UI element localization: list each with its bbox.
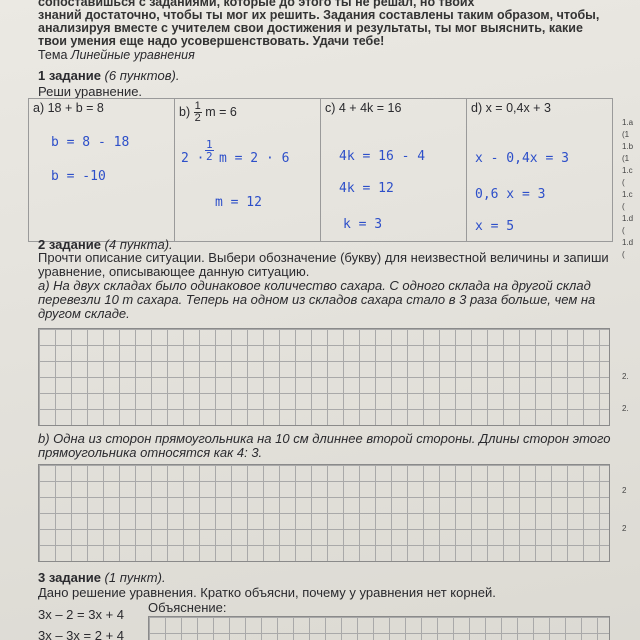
explanation-label: Объяснение: — [148, 600, 227, 615]
topic-label: Тема — [38, 48, 68, 62]
task3-instruction: Дано решение уравнения. Кратко объясни, почему у уравнения нет корней. — [38, 585, 496, 600]
task1-title: 1 задание — [38, 68, 101, 83]
topic-name: Линейные уравнения — [70, 48, 195, 62]
margin-note: 2. — [622, 404, 629, 413]
handwriting: 2 · — [181, 151, 205, 166]
intro-line: твои умения еще надо усовершенствовать. Удачи тебе! — [38, 34, 385, 48]
task1-cell-d[interactable] — [467, 99, 613, 242]
task2-instruction: Прочти описание ситуации. Выбери обозначение (букву) для неизвестной величины и запиши уравнение, описывающее данную ситуацию. — [38, 250, 609, 279]
intro-paragraph — [38, 0, 620, 48]
task3-title: 3 задание — [38, 570, 101, 585]
task1-points: (6 пунктов). — [104, 68, 180, 83]
margin-note: 2. — [622, 372, 629, 381]
margin-note: ( — [622, 178, 625, 187]
intro-line: сопоставишься с заданиями, которые до этого ты не решал, но твоих — [38, 0, 475, 9]
handwriting-fraction — [205, 139, 214, 162]
equation-a: a) 18 + b = 8 — [33, 101, 104, 115]
margin-note: (1 — [622, 154, 630, 163]
handwriting: x - 0,4x = 3 — [475, 151, 569, 166]
handwriting: b = 8 - 18 — [51, 135, 130, 150]
margin-note: 1.a — [622, 118, 634, 127]
task3-equation-line1: 3x – 2 = 3x + 4 — [38, 607, 125, 622]
task3-heading — [38, 570, 166, 585]
margin-note: ( — [622, 226, 625, 235]
topic-heading — [38, 48, 195, 62]
margin-note: 1.d — [622, 238, 634, 247]
task2-a-text: a) На двух складах было одинаковое количество сахара. С одного склада на другой склад перевезли 10 т сахара. Теперь на одном из складов сахара стало в 3 раза больше, чем на другом складе. — [38, 278, 596, 321]
task1-cell-a[interactable] — [29, 99, 175, 242]
equation-b-prefix: b) — [179, 104, 191, 119]
margin-note: 2 — [622, 486, 627, 495]
handwriting: m = 12 — [215, 195, 262, 210]
task2-b-text: b) Одна из сторон прямоугольника на 10 см длиннее второй стороны. Длины сторон этого прямоугольника относятся как 4: 3. — [38, 431, 611, 460]
frac-den: 2 — [194, 112, 201, 124]
task3-equation-line2: 3x – 3x = 2 + 4 — [38, 628, 125, 640]
margin-note: 2 — [622, 524, 627, 533]
frac-den: 2 — [206, 150, 213, 163]
handwriting: 4k = 12 — [339, 181, 394, 196]
equation-b — [179, 100, 237, 124]
equation-c: c) 4 + 4k = 16 — [325, 101, 402, 115]
fraction — [194, 101, 202, 124]
equation-b-suffix: m = 6 — [205, 104, 237, 119]
task1-cell-c[interactable] — [321, 99, 467, 242]
margin-note: 1.b — [622, 142, 634, 151]
answer-grid-3[interactable] — [148, 616, 610, 640]
task1-heading — [38, 68, 179, 83]
task2-points: (4 пункта). — [104, 237, 173, 252]
handwriting: m = 2 · 6 — [219, 151, 290, 166]
margin-note: (1 — [622, 130, 630, 139]
margin-note: 1.d — [622, 214, 634, 223]
answer-grid-2b[interactable] — [38, 464, 610, 562]
task3-points: (1 пункт). — [104, 570, 166, 585]
equation-d: d) x = 0,4x + 3 — [471, 101, 551, 115]
handwriting: 0,6 x = 3 — [475, 187, 546, 202]
task2-title: 2 задание — [38, 237, 101, 252]
margin-note: ( — [622, 250, 625, 259]
task1-cell-b[interactable] — [175, 99, 321, 242]
margin-note: 1.c — [622, 166, 633, 175]
task1-instruction: Реши уравнение. — [38, 84, 143, 99]
margin-note: 1.c — [622, 190, 633, 199]
handwriting: 4k = 16 - 4 — [339, 149, 426, 164]
answer-grid-2a[interactable] — [38, 328, 610, 426]
margin-note: ( — [622, 202, 625, 211]
intro-line: анализируя вместе с учителем свои достижения и результаты, ты мог выяснить, какие — [38, 21, 583, 35]
handwriting: k = 3 — [343, 217, 383, 232]
intro-line: знаний достаточно, чтобы ты мог их решить. Задания составлены таким образом, чтобы, — [38, 8, 600, 22]
frac-num: 1 — [206, 138, 213, 151]
frac-num: 1 — [194, 100, 201, 112]
handwriting: x = 5 — [475, 219, 515, 234]
task1-table — [28, 98, 613, 242]
handwriting: b = -10 — [51, 169, 106, 184]
